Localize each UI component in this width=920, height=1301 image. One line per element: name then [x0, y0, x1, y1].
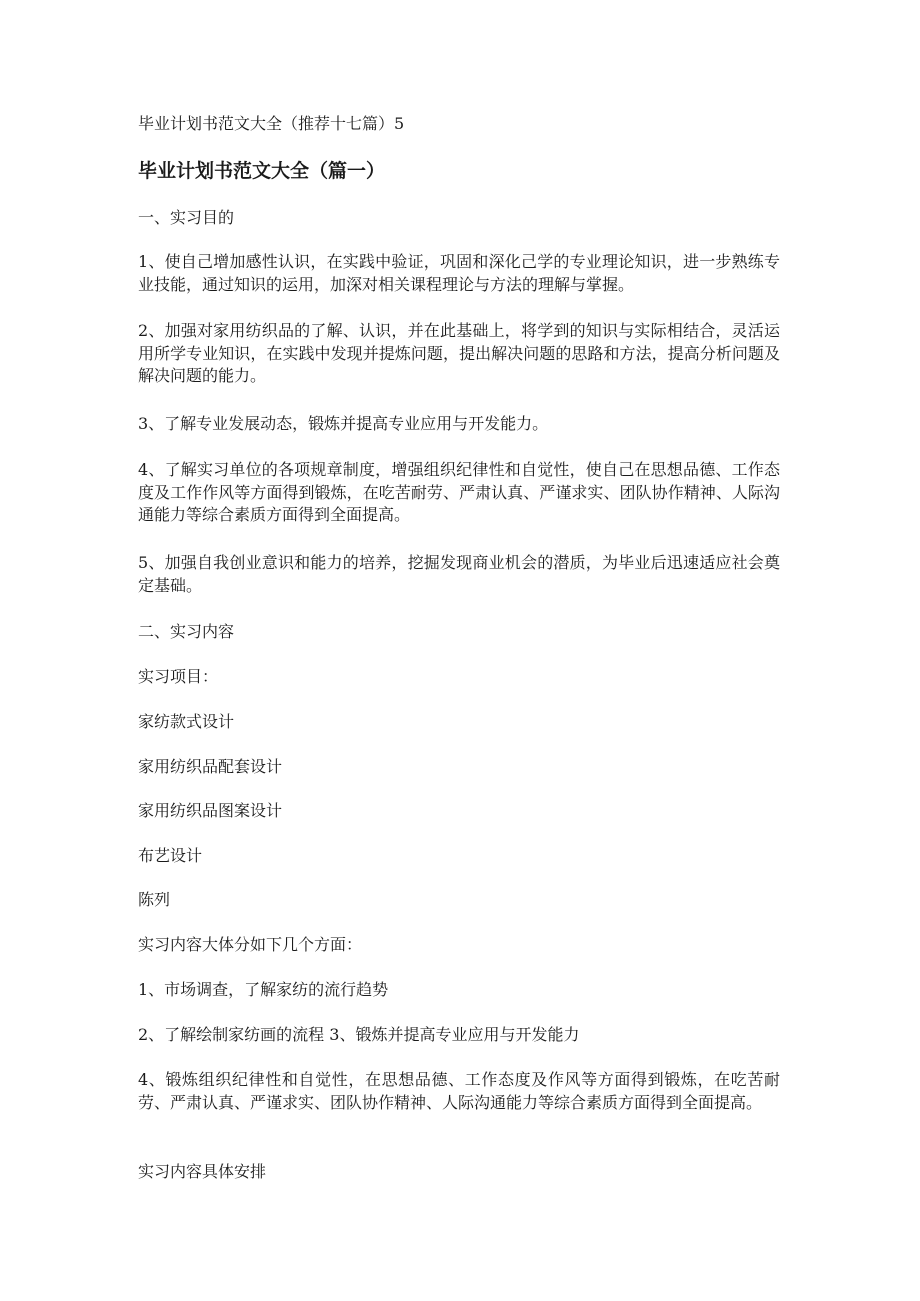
project-item: 陈列: [138, 890, 171, 909]
purpose-item-2: 2、加强对家用纺织品的了解、认识，并在此基础上，将学到的知识与实际相结合，灵活运用所学专业知识，在实践中发现并提炼问题，提出解决问题的思路和方法，提高分析问题及解决问题的能力。: [138, 321, 780, 385]
aspect-item-3: 4、锻炼组织纪律性和自觉性，在思想品德、工作态度及作风等方面得到锻炼，在吃苦耐劳、严肃认真、严谨求实、团队协作精神、人际沟通能力等综合素质方面得到全面提高。: [138, 1070, 780, 1112]
purpose-item-4: 4、了解实习单位的各项规章制度，增强组织纪律性和自觉性，使自己在思想品德、工作态度及工作作风等方面得到锻炼，在吃苦耐劳、严肃认真、严谨求实、团队协作精神、人际沟通能力等综合素质方面得到全面提高。: [138, 460, 780, 524]
project-item: 家纺款式设计: [138, 712, 235, 731]
section-heading: 毕业计划书范文大全（篇一）: [138, 160, 386, 182]
purpose-heading: 一、实习目的: [138, 208, 235, 227]
schedule-label: 实习内容具体安排: [138, 1162, 267, 1181]
project-item: 家用纺织品配套设计: [138, 757, 283, 776]
purpose-item-1: 1、使自己增加感性认识，在实践中验证，巩固和深化己学的专业理论知识，进一步熟练专业技能，通过知识的运用，加深对相关课程理论与方法的理解与掌握。: [138, 252, 780, 294]
content-heading: 二、实习内容: [138, 622, 235, 641]
aspects-label: 实习内容大体分如下几个方面：: [138, 935, 363, 954]
project-item: 家用纺织品图案设计: [138, 801, 283, 820]
purpose-item-3: 3、了解专业发展动态，锻炼并提高专业应用与开发能力。: [138, 414, 549, 433]
aspect-item-1: 1、市场调查，了解家纺的流行趋势: [138, 980, 389, 999]
projects-label: 实习项目：: [138, 667, 219, 686]
purpose-item-5: 5、加强自我创业意识和能力的培养，挖掘发现商业机会的潜质，为毕业后迅速适应社会奠定基础。: [138, 553, 780, 595]
aspect-item-2: 2、了解绘制家纺画的流程 3、锻炼并提高专业应用与开发能力: [138, 1025, 580, 1044]
project-item: 布艺设计: [138, 846, 203, 865]
doc-title: 毕业计划书范文大全（推荐十七篇）5: [138, 114, 405, 133]
